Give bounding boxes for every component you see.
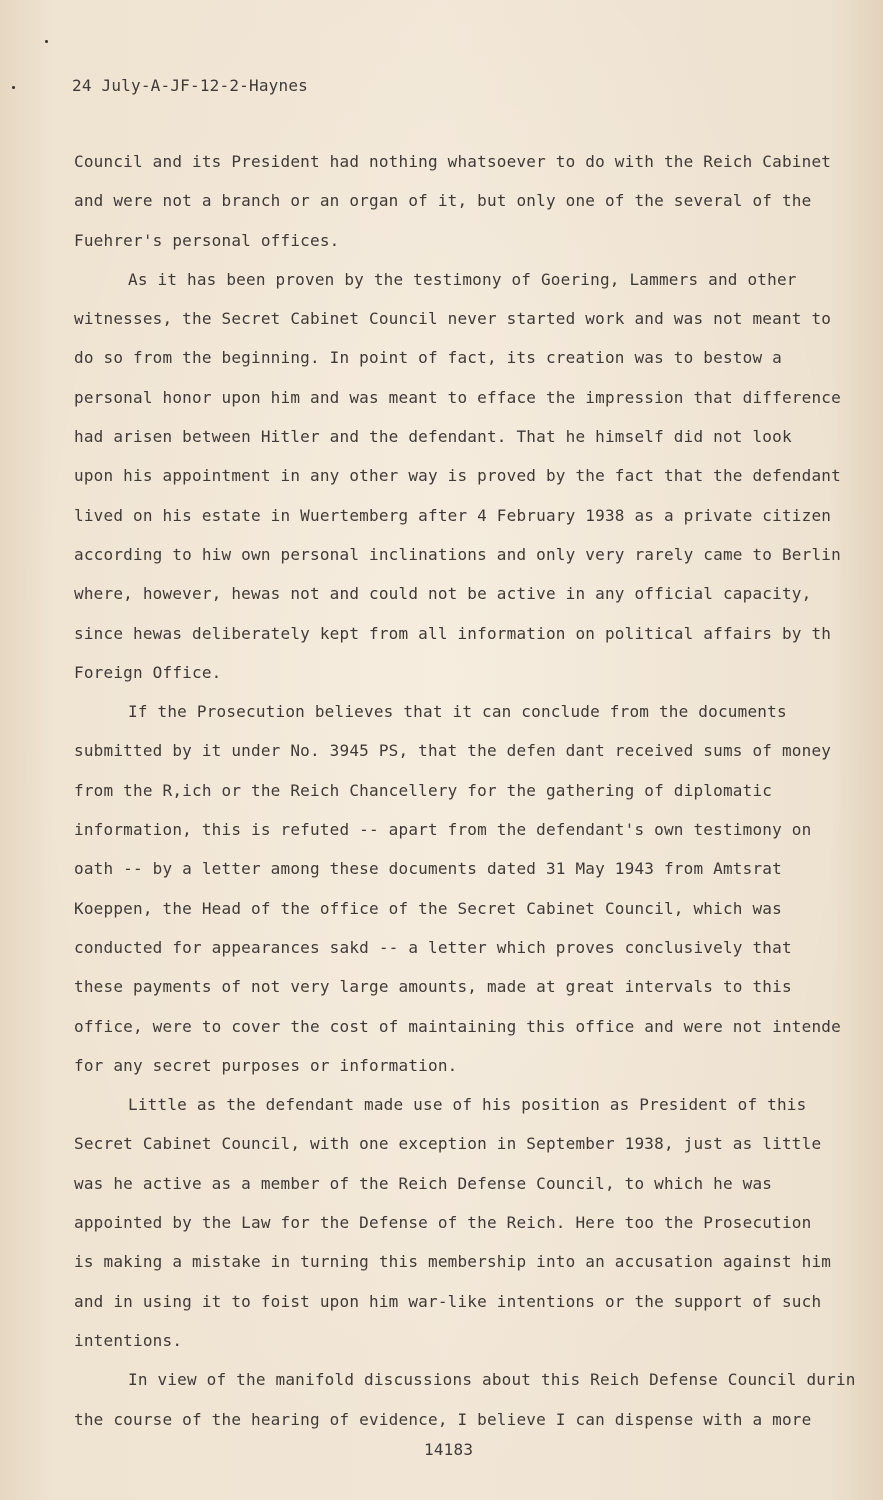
paper-mark	[45, 40, 48, 43]
paper-mark	[12, 86, 15, 89]
text-line: was he active as a member of the Reich Defense Council, to which he was	[74, 1173, 773, 1193]
text-line: and in using it to foist upon him war-like intentions or the support of such	[74, 1291, 822, 1311]
text-line: Fuehrer's personal offices.	[74, 230, 340, 250]
text-line: In view of the manifold discussions about this Reich Defense Council durin	[128, 1370, 856, 1390]
text-line: the course of the hearing of evidence, I believe I can dispense with a more	[74, 1409, 812, 1429]
text-line: upon his appointment in any other way is proved by the fact that the defendant	[74, 466, 841, 486]
text-line: for any secret purposes or information.	[74, 1055, 458, 1075]
text-line: oath -- by a letter among these documents dated 31 May 1943 from Amtsrat	[74, 859, 782, 879]
text-line: according to hiw own personal inclinations and only very rarely came to Berlin	[74, 544, 841, 564]
text-line: since hewas deliberately kept from all information on political affairs by th	[74, 623, 832, 643]
text-line: Council and its President had nothing whatsoever to do with the Reich Cabinet	[74, 152, 832, 171]
text-line: lived on his estate in Wuertemberg after 4 February 1938 as a private citizen	[74, 505, 832, 525]
text-line: personal honor upon him and was meant to efface the impression that difference	[74, 387, 841, 407]
text-line: these payments of not very large amounts, made at great intervals to this	[74, 977, 792, 997]
text-line: appointed by the Law for the Defense of the Reich. Here too the Prosecution	[74, 1213, 812, 1233]
text-line: Secret Cabinet Council, with one exception in September 1938, just as little	[74, 1134, 822, 1154]
text-line: conducted for appearances sakd -- a letter which proves conclusively that	[74, 937, 792, 957]
text-line: Little as the defendant made use of his position as President of this	[128, 1095, 807, 1115]
page-number: 14183	[424, 1440, 474, 1459]
text-line: where, however, hewas not and could not be active in any official capacity,	[74, 584, 812, 604]
document-body	[74, 148, 874, 1445]
text-line: had arisen between Hitler and the defendant. That he himself did not look	[74, 427, 792, 447]
text-line: As it has been proven by the testimony of Goering, Lammers and other	[128, 269, 797, 289]
text-line: office, were to cover the cost of maintaining this office and were not intende	[74, 1016, 841, 1036]
text-line: submitted by it under No. 3945 PS, that the defen dant received sums of money	[74, 741, 832, 761]
text-line: If the Prosecution believes that it can conclude from the documents	[128, 702, 787, 722]
text-line: intentions.	[74, 1330, 183, 1350]
text-line: do so from the beginning. In point of fact, its creation was to bestow a	[74, 348, 782, 368]
text-line: is making a mistake in turning this membership into an accusation against him	[74, 1252, 832, 1272]
text-line: Foreign Office.	[74, 662, 222, 682]
text-line: information, this is refuted -- apart from the defendant's own testimony on	[74, 820, 812, 840]
text-line: witnesses, the Secret Cabinet Council never started work and was not meant to	[74, 309, 832, 329]
text-line: and were not a branch or an organ of it, but only one of the several of the	[74, 191, 812, 211]
text-line: from the R,ich or the Reich Chancellery for the gathering of diplomatic	[74, 780, 773, 800]
document-reference-header: 24 July-A-JF-12-2-Haynes	[72, 76, 308, 95]
text-line: Koeppen, the Head of the office of the Secret Cabinet Council, which was	[74, 898, 782, 918]
